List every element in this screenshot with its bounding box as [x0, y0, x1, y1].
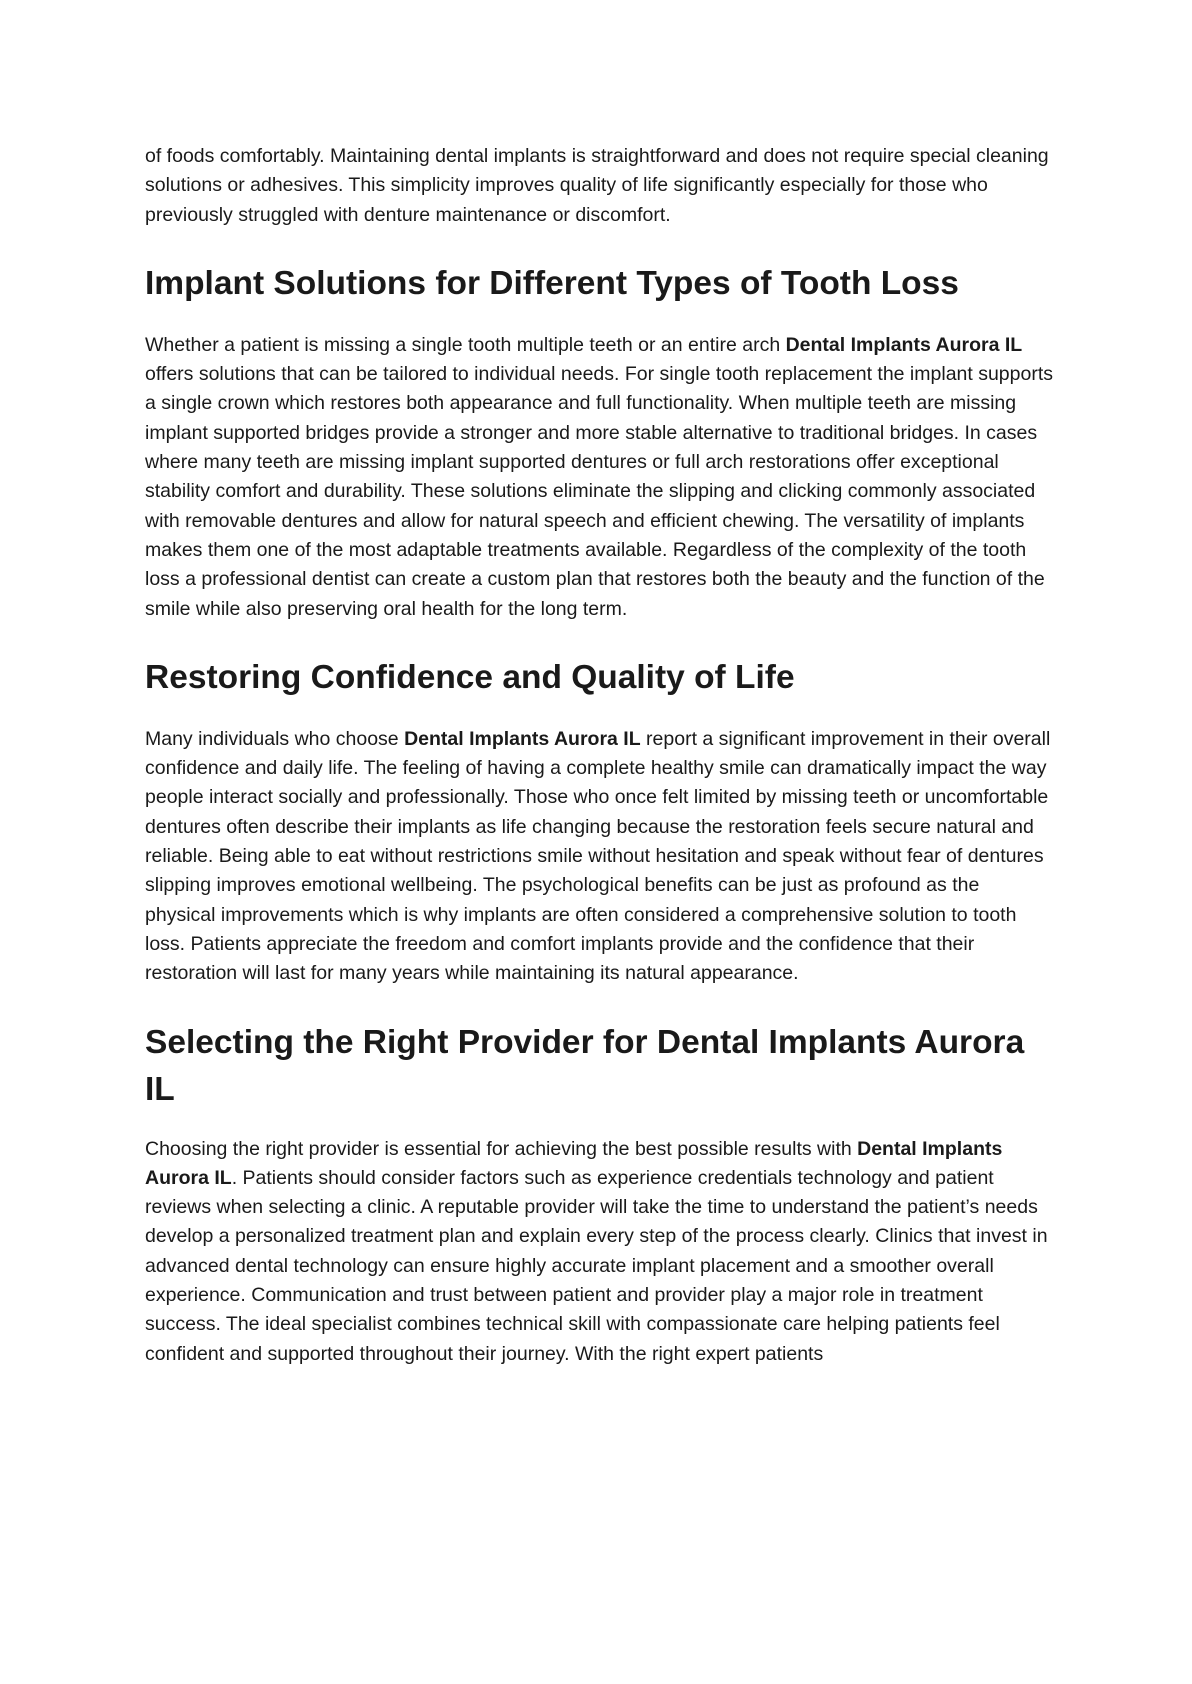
keyword-bold: Dental Implants Aurora IL: [785, 333, 1023, 356]
heading-tooth-loss: Implant Solutions for Different Types of Tooth Loss: [145, 264, 959, 302]
paragraph-text: Whether a patient is missing a single tooth multiple teeth or an entire arch: [145, 333, 786, 356]
paragraph-provider: [145, 1135, 1055, 1369]
keyword-bold: Dental Implants Aurora IL: [404, 727, 641, 750]
paragraph-text: Choosing the right provider is essential for achieving the best possible results with: [145, 1137, 858, 1160]
intro-paragraph: of foods comfortably. Maintaining dental implants is straightforward and does not require special cleaning solutions or adhesives. This simplicity improves quality of life significantly especially for those who previously struggled with denture maintenance or discomfort.: [145, 145, 1049, 226]
paragraph-text: offers solutions that can be tailored to individual needs. For single tooth replacement the implant supports a single crown which restores both appearance and full functionality. When multiple teeth are missing implant supported bridges provide a stronger and more stable alternative to traditional bridges. In cases where many teeth are missing implant supported dentures or full arch restorations offer exceptional stability comfort and durability. These solutions eliminate the slipping and clicking commonly associated with removable dentures and allow for natural speech and efficient chewing. The versatility of implants makes them one of the most adaptable treatments available. Regardless of the complexity of the tooth loss a professional dentist can create a custom plan that restores both the beauty and the function of the smile while also preserving oral health for the long term.: [145, 363, 1054, 620]
keyword-bold: Dental Implants Aurora IL: [145, 1137, 1003, 1189]
paragraph-text: . Patients should consider factors such as experience credentials technology and patient reviews when selecting a clinic. A reputable provider will take the time to understand the patient’s needs develop a personalized treatment plan and explain every step of the process clearly. Clinics that invest in advanced dental technology can ensure highly accurate implant placement and a smoother overall experience. Communication and trust between patient and provider play a major role in treatment success. The ideal specialist combines technical skill with compassionate care helping patients feel confident and supported throughout their journey. With the right expert patients: [145, 1166, 1048, 1365]
document-page: [145, 142, 1055, 1369]
paragraph-text: report a significant improvement in their overall confidence and daily life. The feeling of having a complete healthy smile can dramatically impact the way people interact socially and professionally. Those who once felt limited by missing teeth or uncomfortable dentures often describe their implants as life changing because the restoration feels secure natural and reliable. Being able to eat without restrictions smile without hesitation and speak without fear of dentures slipping improves emotional wellbeing. The psychological benefits can be just as profound as the physical improvements which is why implants are often considered a comprehensive solution to tooth loss. Patients appreciate the freedom and comfort implants provide and the confidence that their restoration will last for many years while maintaining its natural appearance.: [145, 727, 1051, 985]
paragraph-text: Many individuals who choose: [145, 727, 405, 750]
heading-provider: Selecting the Right Provider for Dental Implants Aurora IL: [145, 1023, 1025, 1108]
paragraph-confidence: [145, 725, 1055, 989]
heading-confidence: Restoring Confidence and Quality of Life: [145, 658, 795, 696]
paragraph-tooth-loss: [145, 331, 1055, 624]
